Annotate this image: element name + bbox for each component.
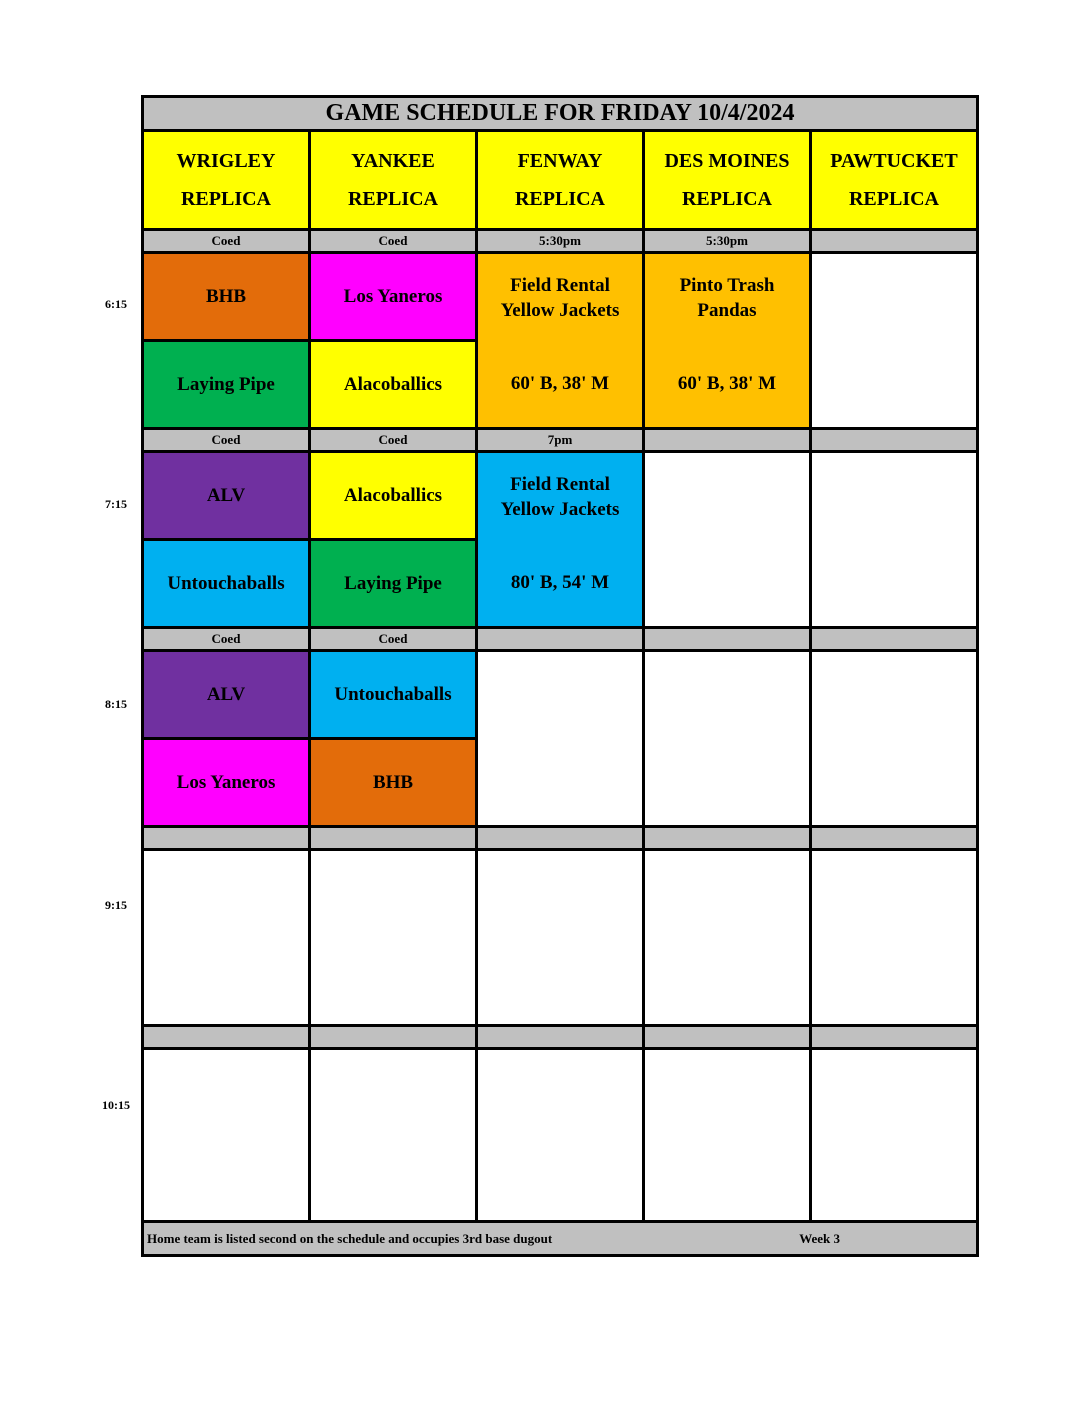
time-label-3: 8:15 xyxy=(105,697,127,711)
team-cell: ALV xyxy=(143,452,310,540)
field-header-fenway: FENWAY REPLICA xyxy=(477,131,644,230)
slot-label: Coed xyxy=(143,628,310,651)
empty-cell xyxy=(811,850,978,1026)
empty-cell xyxy=(811,1049,978,1222)
field-rental-cell: Field Rental Yellow Jackets 80' B, 54' M xyxy=(477,452,644,628)
team-cell: Laying Pipe xyxy=(310,540,477,628)
slot-label: Coed xyxy=(310,429,477,452)
empty-cell xyxy=(143,1049,310,1222)
time-label-1: 6:15 xyxy=(105,297,127,311)
slot-label: 7pm xyxy=(477,429,644,452)
slot-label: Coed xyxy=(310,628,477,651)
field-header-yankee: YANKEE REPLICA xyxy=(310,131,477,230)
team-cell: Alacoballics xyxy=(310,452,477,540)
team-cell: Los Yaneros xyxy=(310,253,477,341)
week-label: Week 3 xyxy=(799,1230,841,1246)
time-label-4: 9:15 xyxy=(105,898,127,912)
empty-cell xyxy=(644,651,811,827)
slot-label xyxy=(811,827,978,850)
team-cell: Untouchaballs xyxy=(310,651,477,739)
empty-cell xyxy=(477,651,644,827)
slot-label xyxy=(811,628,978,651)
time-label-5: 10:15 xyxy=(102,1098,130,1112)
empty-cell xyxy=(811,651,978,827)
time-label-2: 7:15 xyxy=(105,497,127,511)
rental-cell: Pinto Trash Pandas 60' B, 38' M xyxy=(644,253,811,429)
team-cell: Los Yaneros xyxy=(143,739,310,827)
slot-label xyxy=(477,628,644,651)
empty-cell xyxy=(811,452,978,628)
field-header-desmoines: DES MOINES REPLICA xyxy=(644,131,811,230)
empty-cell xyxy=(310,850,477,1026)
slot-label xyxy=(143,827,310,850)
slot-label xyxy=(811,1026,978,1049)
slot-label: Coed xyxy=(143,429,310,452)
schedule-title: GAME SCHEDULE FOR FRIDAY 10/4/2024 xyxy=(143,97,978,131)
empty-cell xyxy=(477,850,644,1026)
slot-label: 5:30pm xyxy=(644,230,811,253)
slot-label xyxy=(644,429,811,452)
slot-label xyxy=(477,1026,644,1049)
empty-cell xyxy=(143,850,310,1026)
team-cell: Alacoballics xyxy=(310,341,477,429)
slot-label: Coed xyxy=(310,230,477,253)
team-cell: BHB xyxy=(143,253,310,341)
slot-label: Coed xyxy=(143,230,310,253)
empty-cell xyxy=(644,1049,811,1222)
team-cell: Untouchaballs xyxy=(143,540,310,628)
field-header-wrigley: WRIGLEY REPLICA xyxy=(143,131,310,230)
empty-cell xyxy=(644,452,811,628)
empty-cell xyxy=(310,1049,477,1222)
slot-label xyxy=(310,827,477,850)
slot-label: 5:30pm xyxy=(477,230,644,253)
footer xyxy=(143,1222,978,1256)
slot-label xyxy=(644,628,811,651)
slot-label xyxy=(811,429,978,452)
slot-label xyxy=(143,1026,310,1049)
slot-label xyxy=(477,827,644,850)
empty-cell xyxy=(644,850,811,1026)
slot-label xyxy=(644,1026,811,1049)
field-header-pawtucket: PAWTUCKET REPLICA xyxy=(811,131,978,230)
team-cell: Laying Pipe xyxy=(143,341,310,429)
team-cell: BHB xyxy=(310,739,477,827)
empty-cell xyxy=(811,253,978,429)
footer-note: Home team is listed second on the schedule and occupies 3rd base dugout xyxy=(147,1230,553,1246)
schedule-table xyxy=(141,95,979,1257)
field-rental-cell: Field Rental Yellow Jackets 60' B, 38' M xyxy=(477,253,644,429)
empty-cell xyxy=(477,1049,644,1222)
slot-label xyxy=(644,827,811,850)
slot-label xyxy=(310,1026,477,1049)
team-cell: ALV xyxy=(143,651,310,739)
slot-label xyxy=(811,230,978,253)
